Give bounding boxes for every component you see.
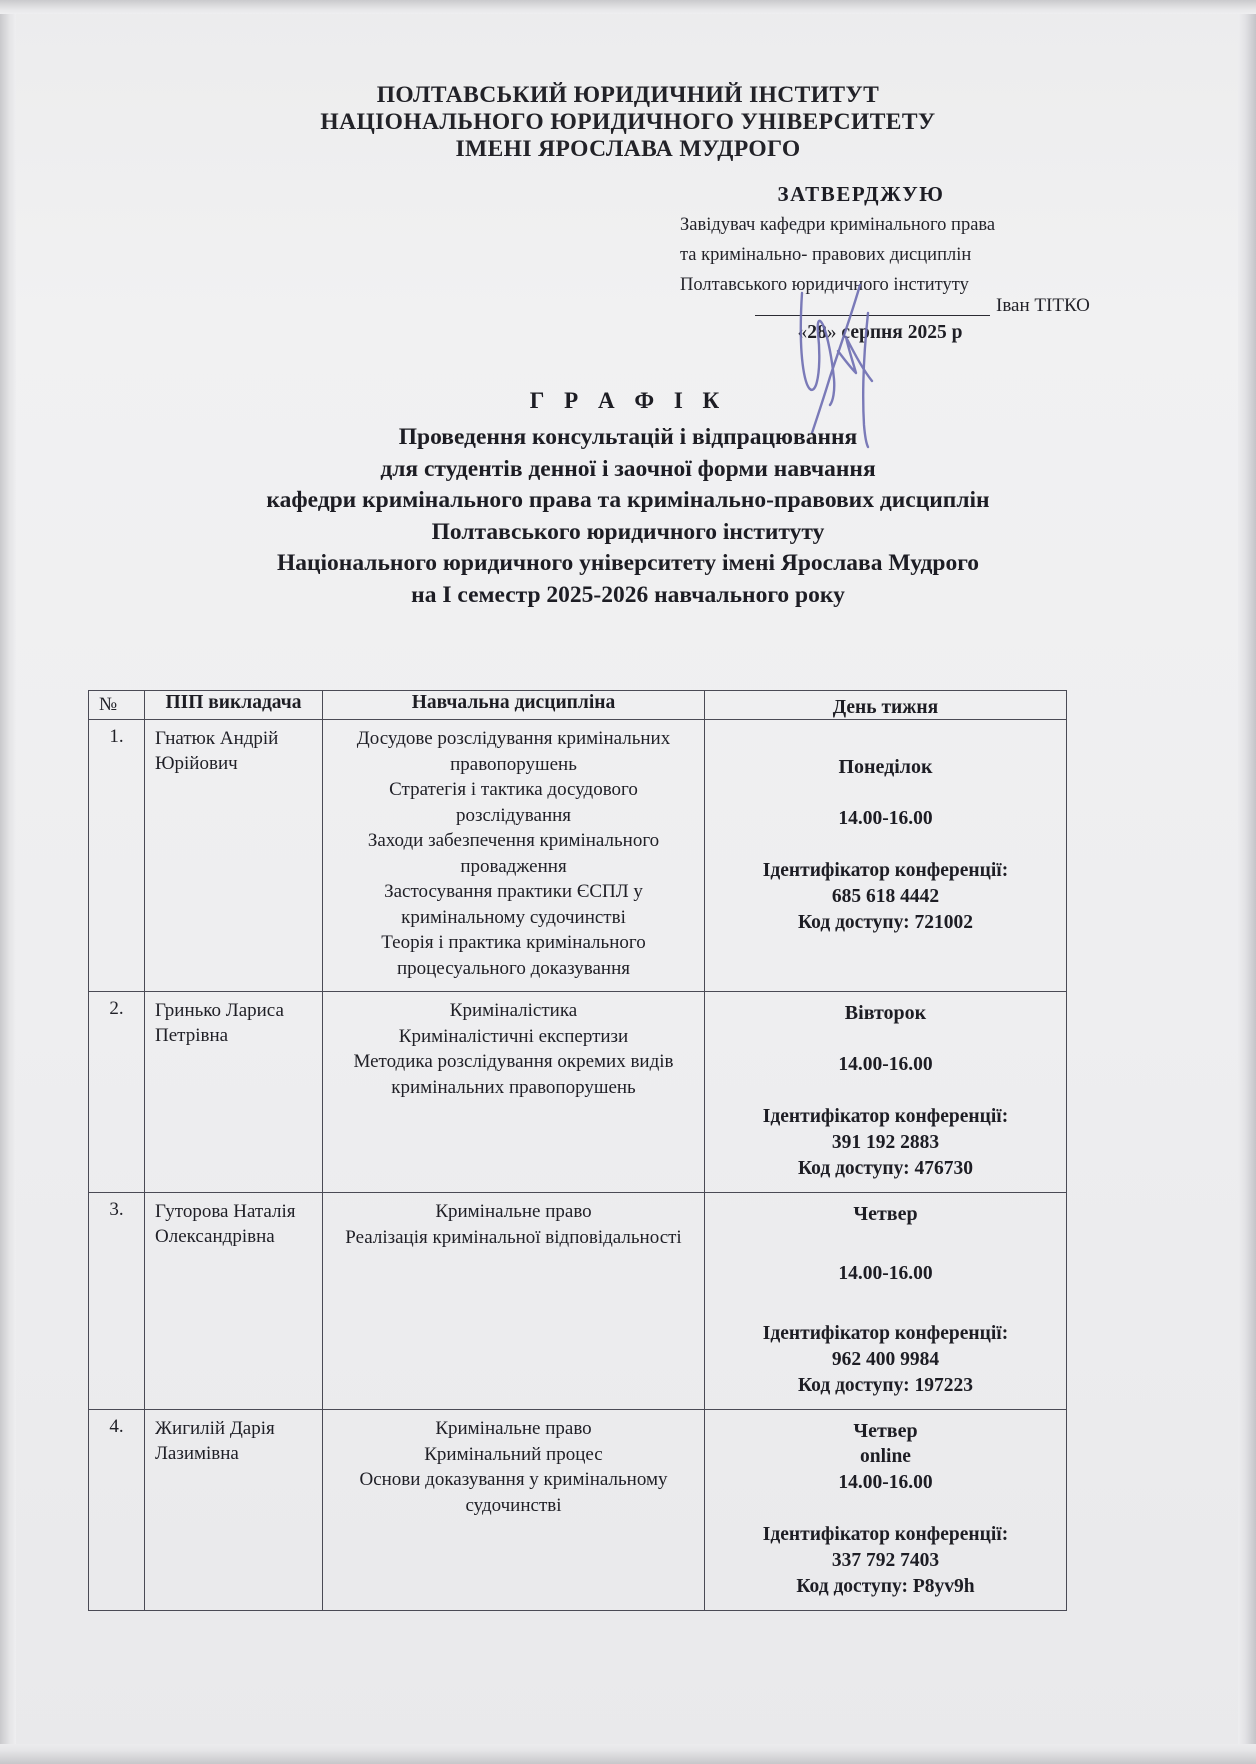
schedule-table (88, 690, 1067, 1611)
access-code-value: P8yv9h (912, 1576, 975, 1597)
signature-line (755, 315, 990, 316)
teacher-line: Лазимівна (155, 1443, 239, 1464)
signature-row (680, 292, 1090, 322)
access-code-label: Код доступу: (797, 1158, 910, 1179)
document-title-line-4: Полтавського юридичного інституту (431, 518, 825, 545)
conference-id-label: Ідентифікатор конференції: (762, 1524, 1009, 1545)
table-row (89, 1410, 1067, 1611)
day-of-week: Понеділок (838, 756, 933, 778)
discipline-item: Застосування практики ЄСПЛ у кримінальному судочинстві (384, 881, 643, 928)
conference-id-label: Ідентифікатор конференції: (762, 860, 1009, 881)
row-day-info (705, 992, 1067, 1193)
discipline-item: Криміналістика (449, 1000, 578, 1021)
table-row (89, 1193, 1067, 1410)
row-disciplines (323, 1193, 705, 1410)
discipline-item: Теорія і практика кримінального процесуального доказування (381, 932, 646, 979)
approval-date (680, 322, 1140, 344)
table-header-row (89, 691, 1067, 720)
row-disciplines (323, 992, 705, 1193)
approval-position-line-1: Завідувач кафедри кримінального права (680, 215, 996, 235)
access-code-value: 721002 (914, 912, 974, 933)
header-day: День тижня (705, 691, 1067, 720)
consultation-time: 14.00-16.00 (838, 1054, 933, 1075)
date-open-quote: « (797, 322, 808, 343)
conference-id-value: 337 792 7403 (831, 1550, 940, 1571)
table-row (89, 992, 1067, 1193)
table-row (89, 720, 1067, 992)
row-day-info (705, 1193, 1067, 1410)
row-teacher (145, 720, 323, 992)
discipline-item: Методика розслідування окремих видів кримінальних правопорушень (353, 1051, 674, 1098)
header-number: № (89, 691, 145, 720)
approval-position-line-3: Полтавського юридичного інституту (680, 275, 969, 295)
access-code-label: Код доступу: (797, 912, 910, 933)
row-day-info (705, 720, 1067, 992)
conference-id-label: Ідентифікатор конференції: (762, 1106, 1009, 1127)
online-label: online (860, 1446, 911, 1467)
schedule-table-body (89, 720, 1067, 1611)
document-title-heading: Г Р А Ф І К (529, 388, 727, 413)
access-code-row (713, 1574, 1058, 1600)
document-title-block (0, 388, 1256, 611)
consultation-time: 14.00-16.00 (838, 808, 933, 829)
teacher-line: Олександрівна (155, 1226, 275, 1247)
institute-line-1: ПОЛТАВСЬКИЙ ЮРИДИЧНИЙ ІНСТИТУТ (376, 82, 880, 108)
institute-line-3: ІМЕНІ ЯРОСЛАВА МУДРОГО (455, 136, 801, 162)
document-title-line-1: Проведення консультацій і відпрацювання (398, 424, 858, 450)
teacher-line: Гринько Лариса (155, 1000, 284, 1021)
access-code-row (713, 1373, 1058, 1399)
discipline-item: Реалізація кримінальної відповідальності (345, 1226, 682, 1248)
row-disciplines (323, 1410, 705, 1611)
approval-word: ЗАТВЕРДЖУЮ (777, 182, 945, 206)
discipline-item: Заходи забезпечення кримінального провадження (367, 830, 660, 877)
institute-line-2: НАЦІОНАЛЬНОГО ЮРИДИЧНОГО УНІВЕРСИТЕТУ (320, 109, 936, 135)
institute-heading (0, 82, 1256, 163)
document-title-line-5: Національного юридичного університету імені Ярослава Мудрого (276, 550, 980, 576)
access-code-row (713, 910, 1058, 936)
discipline-item: Кримінальне право (435, 1201, 592, 1222)
document-title-line-2: для студентів денної і заочної форми навчання (380, 455, 876, 482)
day-of-week: Четвер (853, 1420, 918, 1442)
teacher-line: Гуторова Наталія (155, 1201, 296, 1222)
document-title-line-6: на I семестр 2025-2026 навчального року (411, 581, 845, 608)
teacher-line: Гнатюк Андрій (155, 728, 279, 749)
row-number: 4. (89, 1410, 145, 1611)
conference-id-value: 391 192 2883 (831, 1132, 940, 1153)
row-teacher (145, 1410, 323, 1611)
teacher-line: Петрівна (155, 1025, 229, 1046)
row-teacher (145, 1193, 323, 1410)
header-teacher: ПІП викладача (145, 691, 323, 720)
access-code-label: Код доступу: (796, 1576, 909, 1597)
day-of-week: Четвер (853, 1203, 918, 1225)
conference-id-value: 685 618 4442 (831, 886, 940, 907)
document-title-line-3: кафедри кримінального права та кримінально-правових дисциплін (266, 487, 990, 513)
discipline-item: Стратегія і тактика досудового розслідування (389, 779, 638, 826)
date-rest: серпня 2025 р (841, 322, 963, 343)
consultation-time: 14.00-16.00 (838, 1263, 933, 1284)
row-day-info (705, 1410, 1067, 1611)
access-code-row (713, 1156, 1058, 1182)
row-teacher (145, 992, 323, 1193)
header-discipline: Навчальна дисципліна (323, 691, 705, 720)
discipline-item: Досудове розслідування кримінальних правопорушень (356, 728, 671, 775)
row-number: 3. (89, 1193, 145, 1410)
discipline-item: Основи доказування у кримінальному судочинстві (359, 1469, 668, 1516)
access-code-label: Код доступу: (797, 1375, 910, 1396)
date-day: 28 (807, 322, 827, 343)
date-close-quote: » (826, 322, 837, 343)
approval-position-line-2: та кримінально- правових дисциплін (680, 245, 972, 265)
access-code-value: 197223 (914, 1375, 974, 1396)
approval-block (680, 182, 1080, 297)
conference-id-value: 962 400 9984 (831, 1349, 940, 1370)
row-number: 2. (89, 992, 145, 1193)
signer-name: Іван ТІТКО (996, 295, 1090, 316)
row-number: 1. (89, 720, 145, 992)
discipline-item: Кримінальний процес (424, 1443, 603, 1465)
schedule-table-head (89, 691, 1067, 720)
day-of-week: Вівторок (844, 1002, 927, 1024)
discipline-item: Криміналістичні експертизи (398, 1025, 629, 1047)
consultation-time: 14.00-16.00 (838, 1472, 933, 1493)
access-code-value: 476730 (914, 1158, 974, 1179)
conference-id-label: Ідентифікатор конференції: (762, 1323, 1009, 1344)
discipline-item: Кримінальне право (435, 1418, 592, 1439)
teacher-line: Жигилій Дарія (155, 1418, 275, 1439)
teacher-line: Юрійович (155, 753, 238, 774)
row-disciplines (323, 720, 705, 992)
